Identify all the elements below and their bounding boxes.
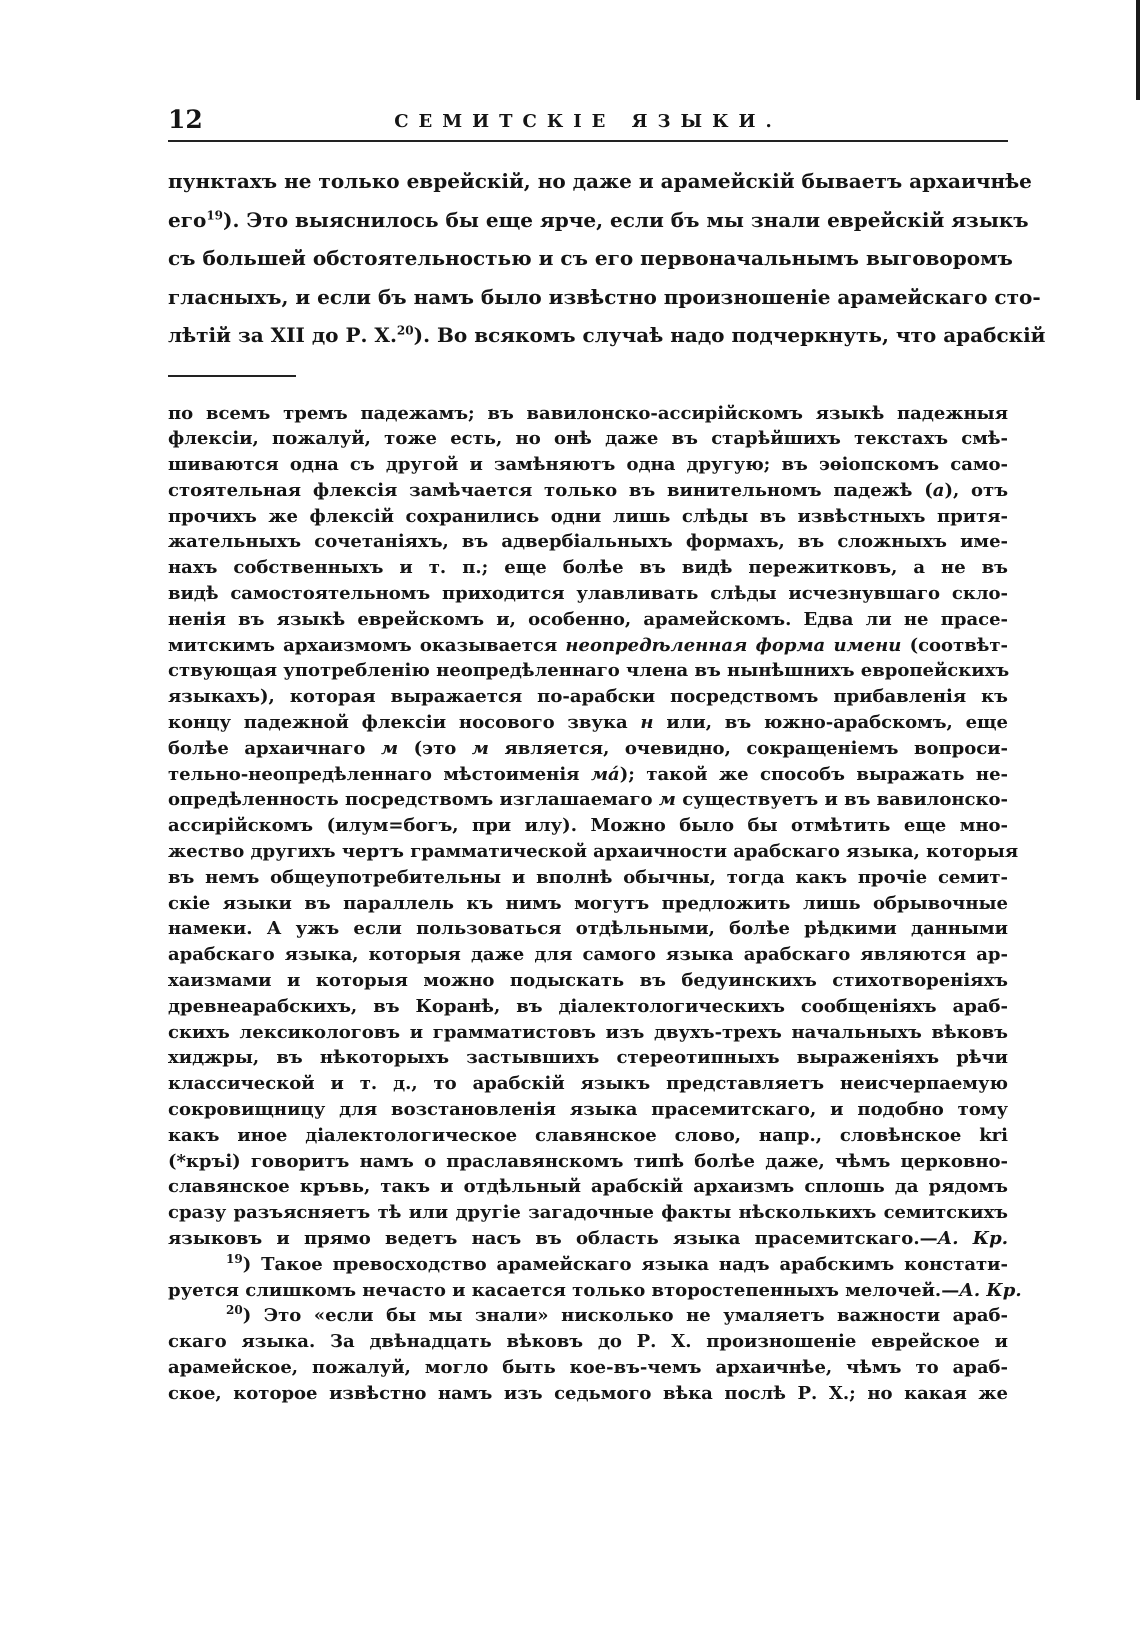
footnote-line: намеки. А ужъ если пользоваться отдѣльными, болѣе рѣдкими данными [168,918,1008,940]
italic-term: мá [590,763,620,785]
page-header [168,104,1008,142]
footnote-line: шиваются одна съ другой и замѣняютъ одна другую; въ эѳіопскомъ само- [168,454,1008,476]
footnote-line: ненія въ языкѣ еврейскомъ и, особенно, арамейскомъ. Едва ли не прасе- [168,608,1008,630]
footnote-line: скихъ лексикологовъ и грамматистовъ изъ двухъ-трехъ начальныхъ вѣковъ [168,1021,1008,1043]
footnote-line: нахъ собственныхъ и т. п.; еще болѣе въ видѣ пережитковъ, а не въ [168,557,1008,579]
italic-term: м [380,737,399,759]
main-text-line: гласныхъ, и если бъ намъ было извѣстно произношеніе арамейскаго сто- [168,284,1041,309]
footnote-line: классической и т. д., то арабскій языкъ представляетъ неисчерпаемую [168,1073,1008,1095]
page-number: 12 [168,105,203,134]
signature: А. Кр. [959,1279,1022,1301]
footnote-line: скаго языка. За двѣнадцать вѣковъ до Р. Х. произношеніе еврейское и [168,1331,1008,1353]
footnote-ref: 19 [206,207,224,222]
footnote-line: въ немъ общеупотребительны и вполнѣ обычны, тогда какъ прочіе семит- [168,866,1008,888]
footnote-line: видѣ самостоятельномъ приходится улавливать слѣды исчезнувшаго скло- [168,583,1008,605]
footnote-line: жательныхъ сочетаніяхъ, въ адвербіальныхъ формахъ, въ сложныхъ име- [168,531,1008,553]
italic-term: неопредѣленная форма имени [565,634,902,656]
footnote-line: древнеарабскихъ, въ Коранѣ, въ діалектологическихъ сообщеніяхъ араб- [168,995,1008,1017]
running-title: СЕМИТСКІЕ ЯЗЫКИ. [394,111,782,132]
footnote-line: митскимъ архаизмомъ оказывается неопредѣленная форма имени (соотвѣт- [168,634,1008,656]
footnote-line: жество другихъ чертъ грамматической архаичности арабскаго языка, которыя [168,841,1019,863]
footnote-line: скіе языки въ параллель къ нимъ могутъ предложить лишь обрывочные [168,892,1008,914]
footnote-separator [168,375,296,377]
footnote-line: сразу разъясняетъ тѣ или другіе загадочные факты нѣсколькихъ семитскихъ [168,1202,1008,1224]
footnote-line: хиджры, въ нѣкоторыхъ застывшихъ стереотипныхъ выраженіяхъ рѣчи [168,1047,1008,1069]
footnote-19: $^{19}$) Такое превосходство арамейскаго языка надъ арабскимъ констати- [226,1251,1008,1275]
footnote-line: (*кръі) говоритъ намъ о праславянскомъ типѣ болѣе даже, чѣмъ церковно- [168,1150,1008,1172]
footnote-line: руется слишкомъ нечасто и касается только второстепенныхъ мелочей.—А. Кр. [168,1279,1022,1301]
footnote-line: ское, которое извѣстно намъ изъ седьмого вѣка послѣ Р. Х.; но какая же [168,1382,1008,1404]
italic-term: м [471,737,489,759]
footnote-line: хаизмами и которыя можно подыскать въ бедуинскихъ стихотвореніяхъ [168,970,1008,992]
footnote-line: прочихъ же флексій сохранились одни лишь слѣды въ извѣстныхъ притя- [168,505,1008,527]
footnote-line: арамейское, пожалуй, могло быть кое-въ-чемъ архаичнѣе, чѣмъ то араб- [168,1356,1008,1378]
main-text-line: съ большей обстоятельностью и съ его первоначальнымъ выговоромъ [168,246,1013,270]
italic-term: н [640,712,654,734]
footnote-line: опредѣленность посредствомъ изглашаемаго м существуетъ и въ вавилонско- [168,789,1008,811]
footnote-line: какъ иное діалектологическое славянское слово, напр., словѣнское krі [168,1124,1008,1146]
footnote-line: флексіи, пожалуй, тоже есть, но онѣ даже въ старѣйшихъ текстахъ смѣ- [168,428,1008,450]
footnote-line: славянское кръвь, такъ и отдѣльный арабскій архаизмъ сплошь да рядомъ [168,1176,1008,1198]
footnote-marker: 20 [226,1303,243,1318]
footnotes [168,401,1022,1407]
scan-edge-mark [1136,0,1140,100]
footnote-line: тельно-неопредѣленнаго мѣстоименія мá); такой же способъ выражать не- [168,763,1008,785]
footnote-line: сокровищницу для возстановленія языка прасемитскаго, и подобно тому [168,1099,1008,1121]
signature: А. Кр. [937,1228,1008,1249]
footnote-line: арабскаго языка, которыя даже для самого языка арабскаго являются ар- [168,944,1008,966]
italic-term: a [932,479,945,501]
footnote-marker: 19 [226,1251,243,1266]
main-text-line: пунктахъ не только еврейскій, но даже и арамейскій бываетъ архаичнѣе [168,169,1032,193]
footnote-ref: 20 [396,323,414,338]
book-page [168,104,1046,1407]
main-text-line: его$^{19}$). Это выяснилось бы еще ярче, если бъ мы знали еврейскій языкъ [168,207,1029,232]
footnote-line: болѣе архаичнаго м (это м является, очевидно, сокращеніемъ вопроси- [168,737,1009,759]
footnote-line: стоятельная флексія замѣчается только въ винительномъ падежѣ (a), отъ [168,479,1008,501]
footnote-line: концу падежной флексіи носового звука н или, въ южно-арабскомъ, еще [168,712,1008,734]
footnote-20: $^{20}$) Это «если бы мы знали» нисколько не умаляетъ важности араб- [226,1303,1008,1327]
main-text [168,162,1046,355]
footnote-line: языкахъ), которая выражается по-арабски посредствомъ прибавленія къ [168,686,1008,708]
italic-term: м [658,789,676,811]
main-text-line: лѣтій за XII до Р. Х.$^{20}$). Во всякомъ случаѣ надо подчеркнуть, что арабскій [168,323,1046,347]
footnote-line: языковъ и прямо ведетъ насъ въ область языка прасемитскаго.—А. Кр. [168,1228,1008,1249]
footnote-line: ствующая употребленію неопредѣленнаго члена въ нынѣшнихъ европейскихъ [168,660,1010,682]
footnote-line: ассирійскомъ (илум=богъ, при илу). Можно было бы отмѣтить еще мно- [168,815,1008,837]
footnote-line: по всемъ тремъ падежамъ; въ вавилонско-ассирійскомъ языкѣ падежныя [168,402,1008,424]
